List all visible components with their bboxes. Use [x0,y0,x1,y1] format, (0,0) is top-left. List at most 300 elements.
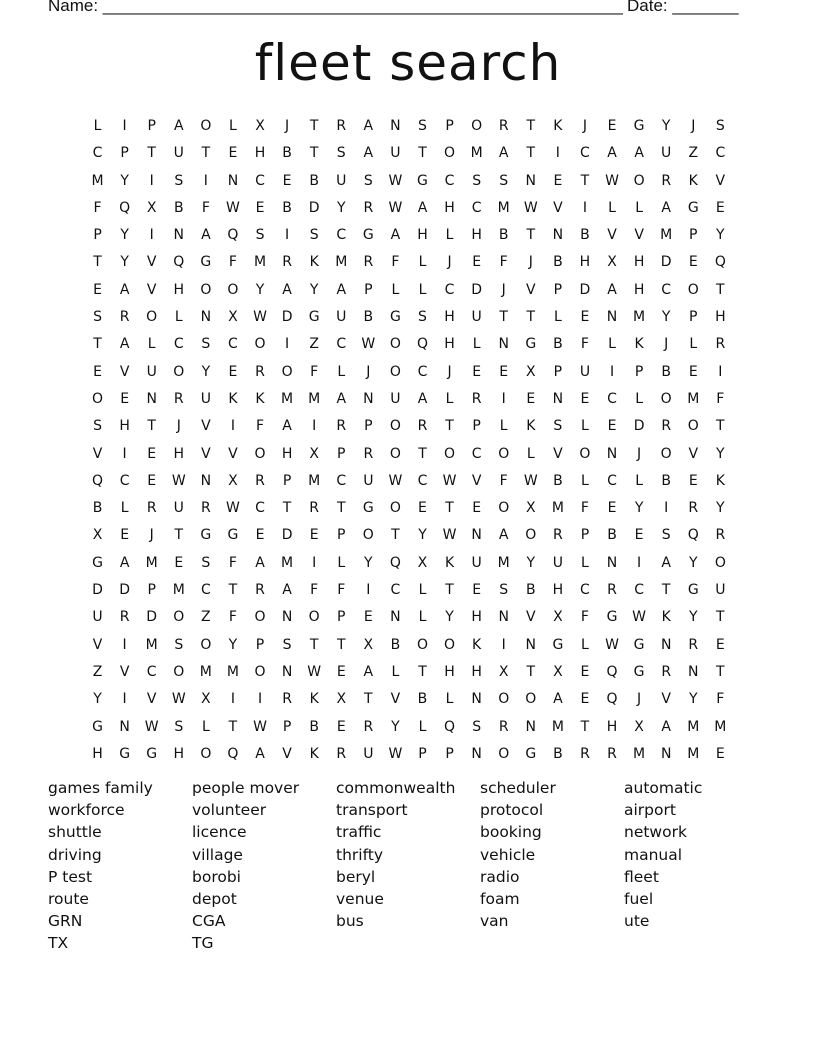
grid-letter[interactable]: F [255,418,265,435]
grid-letter[interactable]: Y [661,309,671,326]
grid-letter[interactable]: V [390,691,401,708]
grid-letter[interactable]: F [580,609,589,626]
grid-letter[interactable]: B [580,227,590,244]
grid-letter[interactable]: A [119,336,130,353]
grid-letter[interactable]: G [362,227,374,244]
grid-letter[interactable]: P [689,309,698,326]
grid-letter[interactable]: V [553,445,563,462]
grid-letter[interactable]: E [688,363,698,380]
grid-letter[interactable]: M [551,718,564,735]
grid-letter[interactable]: O [200,636,212,653]
grid-letter[interactable]: E [363,609,373,626]
grid-letter[interactable]: T [445,500,454,517]
grid-letter[interactable]: W [361,336,376,353]
grid-letter[interactable]: Y [364,554,373,571]
grid-letter[interactable]: X [498,663,509,680]
grid-letter[interactable]: U [661,145,672,162]
grid-letter[interactable]: O [498,691,510,708]
grid-letter[interactable]: F [337,582,346,599]
grid-letter[interactable]: W [226,500,240,517]
grid-letter[interactable]: D [281,527,293,544]
grid-letter[interactable]: N [498,609,509,626]
grid-letter[interactable]: L [445,227,454,244]
grid-letter[interactable]: E [607,500,617,517]
grid-letter[interactable]: M [497,554,510,571]
grid-letter[interactable]: L [201,718,210,735]
grid-letter[interactable]: O [200,281,212,298]
grid-letter[interactable]: F [310,363,319,380]
grid-letter[interactable]: M [687,718,700,735]
grid-letter[interactable]: H [444,663,455,680]
grid-letter[interactable]: K [472,636,482,653]
grid-letter[interactable]: B [363,309,374,326]
grid-letter[interactable]: Q [119,199,131,216]
grid-letter[interactable]: N [525,718,537,735]
grid-letter[interactable]: G [362,500,374,517]
grid-letter[interactable]: R [255,363,265,380]
grid-letter[interactable]: L [499,418,508,435]
grid-letter[interactable]: R [688,500,699,517]
grid-letter[interactable]: Y [93,691,102,708]
grid-letter[interactable]: M [470,145,483,162]
grid-letter[interactable]: R [715,527,726,544]
grid-letter[interactable]: G [200,254,212,271]
grid-letter[interactable]: H [471,609,482,626]
grid-letter[interactable]: G [525,745,537,762]
grid-letter[interactable]: I [230,418,235,435]
grid-letter[interactable]: E [715,745,725,762]
grid-letter[interactable]: R [715,336,726,353]
grid-letter[interactable]: A [336,390,347,407]
grid-letter[interactable]: O [498,745,510,762]
grid-letter[interactable]: K [688,172,698,189]
grid-letter[interactable]: O [444,145,456,162]
grid-letter[interactable]: B [417,691,428,708]
grid-letter[interactable]: E [255,199,265,216]
grid-letter[interactable]: E [147,445,157,462]
grid-letter[interactable]: V [607,227,617,244]
grid-letter[interactable]: T [580,718,590,735]
grid-letter[interactable]: S [174,718,184,735]
grid-letter[interactable]: Y [309,281,319,298]
grid-letter[interactable]: J [582,118,588,134]
grid-letter[interactable]: N [281,609,293,626]
grid-letter[interactable]: E [309,527,319,544]
grid-letter[interactable]: G [227,527,239,544]
grid-letter[interactable]: R [336,418,347,435]
grid-letter[interactable]: F [391,254,400,271]
grid-letter[interactable]: O [660,445,672,462]
grid-letter[interactable]: V [526,281,536,298]
grid-letter[interactable]: Y [526,554,536,571]
grid-letter[interactable]: S [255,227,265,244]
grid-letter[interactable]: U [363,472,374,489]
grid-letter[interactable]: P [120,145,129,162]
grid-letter[interactable]: F [716,691,725,708]
grid-letter[interactable]: P [472,418,481,435]
grid-letter[interactable]: B [661,472,671,489]
grid-letter[interactable]: J [528,254,533,271]
grid-letter[interactable]: L [229,118,237,134]
grid-letter[interactable]: O [525,527,537,544]
grid-letter[interactable]: R [255,582,265,599]
grid-letter[interactable]: O [389,445,401,462]
grid-letter[interactable]: R [336,118,347,134]
grid-letter[interactable]: T [526,663,536,680]
grid-letter[interactable]: E [715,636,725,653]
grid-letter[interactable]: M [281,390,294,407]
grid-letter[interactable]: A [255,554,265,571]
grid-letter[interactable]: N [525,172,537,189]
grid-letter[interactable]: T [228,582,238,599]
grid-letter[interactable]: N [200,309,212,326]
grid-letter[interactable]: I [609,363,615,380]
grid-letter[interactable]: L [174,309,183,326]
grid-letter[interactable]: M [551,500,564,517]
grid-letter[interactable]: A [498,145,509,162]
grid-letter[interactable]: C [336,227,347,244]
grid-letter[interactable]: R [688,636,699,653]
grid-letter[interactable]: L [418,718,427,735]
grid-letter[interactable]: Y [716,227,725,244]
grid-letter[interactable]: T [526,309,536,326]
grid-letter[interactable]: I [718,363,723,380]
grid-letter[interactable]: N [227,172,239,189]
grid-letter[interactable]: S [93,309,102,326]
grid-letter[interactable]: H [444,336,455,353]
grid-letter[interactable]: L [635,472,643,489]
grid-letter[interactable]: V [715,172,726,189]
grid-letter[interactable]: I [122,636,127,653]
grid-letter[interactable]: A [201,227,211,244]
grid-letter[interactable]: X [309,445,319,462]
grid-letter[interactable]: W [605,636,619,653]
grid-letter[interactable]: O [579,445,591,462]
grid-letter[interactable]: M [714,718,727,735]
grid-letter[interactable]: N [660,636,672,653]
grid-letter[interactable]: O [389,363,401,380]
grid-letter[interactable]: S [499,172,509,189]
grid-letter[interactable]: Y [418,527,427,544]
grid-letter[interactable]: N [498,336,509,353]
grid-letter[interactable]: H [552,582,564,599]
grid-letter[interactable]: H [633,254,645,271]
grid-letter[interactable]: G [119,745,131,762]
grid-letter[interactable]: H [119,418,130,435]
grid-letter[interactable]: A [661,718,671,735]
grid-letter[interactable]: O [254,609,266,626]
grid-letter[interactable]: B [553,336,563,353]
grid-letter[interactable]: C [336,472,347,489]
grid-letter[interactable]: E [580,691,590,708]
grid-letter[interactable]: D [308,199,320,216]
grid-letter[interactable]: U [390,145,401,162]
grid-letter[interactable]: Y [228,636,238,653]
grid-letter[interactable]: M [633,745,646,762]
grid-letter[interactable]: A [363,663,374,680]
grid-letter[interactable]: A [417,390,428,407]
grid-letter[interactable]: K [553,118,563,134]
grid-letter[interactable]: Z [309,336,319,353]
grid-letter[interactable]: U [146,363,157,380]
grid-letter[interactable]: Y [255,281,265,298]
grid-letter[interactable]: P [255,636,265,653]
grid-letter[interactable]: G [687,582,699,599]
grid-letter[interactable]: O [389,418,401,435]
grid-letter[interactable]: L [391,281,400,298]
grid-letter[interactable]: I [312,554,317,571]
grid-letter[interactable]: R [119,609,130,626]
grid-letter[interactable]: X [634,718,644,735]
grid-letter[interactable]: N [606,445,618,462]
grid-letter[interactable]: H [579,254,591,271]
grid-letter[interactable]: A [417,199,428,216]
grid-letter[interactable]: P [282,472,292,489]
grid-letter[interactable]: R [498,118,509,134]
grid-letter[interactable]: D [579,281,591,298]
grid-letter[interactable]: E [336,718,346,735]
grid-letter[interactable]: C [580,582,590,599]
grid-letter[interactable]: I [285,336,290,353]
grid-letter[interactable]: U [715,582,726,599]
grid-letter[interactable]: E [472,500,482,517]
grid-letter[interactable]: O [687,281,699,298]
grid-letter[interactable]: G [606,609,618,626]
grid-letter[interactable]: M [660,227,673,244]
grid-letter[interactable]: P [689,227,698,244]
grid-letter[interactable]: A [553,691,563,708]
grid-letter[interactable]: S [472,172,482,189]
grid-letter[interactable]: Q [444,718,456,735]
grid-letter[interactable]: M [253,254,267,271]
grid-letter[interactable]: Y [716,500,725,517]
grid-letter[interactable]: T [228,718,238,735]
grid-letter[interactable]: P [580,527,590,544]
grid-letter[interactable]: U [173,500,184,517]
grid-letter[interactable]: I [285,227,290,244]
grid-letter[interactable]: A [661,199,671,216]
grid-letter[interactable]: B [498,227,509,244]
grid-letter[interactable]: V [201,445,211,462]
grid-letter[interactable]: A [282,281,292,298]
grid-letter[interactable]: W [144,718,159,735]
grid-letter[interactable]: U [200,390,211,407]
grid-letter[interactable]: L [581,636,589,653]
grid-letter[interactable]: M [633,309,646,326]
grid-letter[interactable]: Z [201,609,211,626]
grid-letter[interactable]: E [418,500,427,517]
grid-letter[interactable]: R [282,254,292,271]
grid-letter[interactable]: T [93,254,102,271]
grid-letter[interactable]: A [634,145,644,162]
grid-letter[interactable]: V [92,636,103,653]
grid-letter[interactable]: T [309,636,319,653]
grid-letter[interactable]: G [92,554,103,571]
grid-letter[interactable]: C [417,472,428,489]
grid-letter[interactable]: L [445,691,454,708]
grid-letter[interactable]: N [173,227,185,244]
grid-letter[interactable]: R [471,390,482,407]
grid-letter[interactable]: M [308,472,321,489]
grid-letter[interactable]: O [660,390,672,407]
grid-letter[interactable]: D [633,418,645,435]
grid-letter[interactable]: W [253,718,267,735]
grid-letter[interactable]: R [363,718,374,735]
grid-letter[interactable]: T [526,227,536,244]
grid-letter[interactable]: P [337,609,346,626]
grid-letter[interactable]: B [309,718,319,735]
grid-letter[interactable]: J [447,363,452,380]
grid-letter[interactable]: K [255,390,265,407]
grid-letter[interactable]: B [553,472,563,489]
grid-letter[interactable]: L [120,500,129,517]
grid-letter[interactable]: T [661,582,671,599]
grid-letter[interactable]: C [228,336,238,353]
grid-letter[interactable]: O [444,445,456,462]
grid-letter[interactable]: P [282,718,292,735]
grid-letter[interactable]: X [553,663,563,680]
grid-letter[interactable]: L [418,254,427,271]
grid-letter[interactable]: L [337,363,346,380]
grid-letter[interactable]: A [173,118,184,134]
grid-letter[interactable]: Y [445,609,454,626]
grid-letter[interactable]: U [471,554,482,571]
grid-letter[interactable]: J [501,281,506,298]
grid-letter[interactable]: L [553,309,562,326]
grid-letter[interactable]: D [471,281,483,298]
grid-letter[interactable]: M [281,554,294,571]
grid-letter[interactable]: I [203,172,208,189]
grid-letter[interactable]: W [253,309,267,326]
grid-letter[interactable]: K [309,254,319,271]
grid-letter[interactable]: G [389,309,401,326]
grid-letter[interactable]: N [552,227,564,244]
grid-letter[interactable]: P [553,281,563,298]
grid-letter[interactable]: L [418,609,427,626]
grid-letter[interactable]: W [442,472,457,489]
grid-letter[interactable]: G [525,336,537,353]
grid-letter[interactable]: E [553,172,563,189]
grid-letter[interactable]: T [445,418,454,435]
grid-letter[interactable]: J [637,691,642,708]
grid-letter[interactable]: T [336,636,346,653]
grid-letter[interactable]: E [472,254,482,271]
grid-letter[interactable]: N [471,527,482,544]
grid-letter[interactable]: W [171,472,186,489]
grid-letter[interactable]: T [716,281,725,298]
grid-letter[interactable]: H [606,718,618,735]
grid-letter[interactable]: C [417,363,428,380]
grid-letter[interactable]: O [525,691,537,708]
grid-letter[interactable]: N [119,718,130,735]
grid-letter[interactable]: F [310,582,319,599]
grid-letter[interactable]: J [664,336,669,353]
grid-letter[interactable]: H [92,745,103,762]
grid-letter[interactable]: Q [227,227,239,244]
grid-letter[interactable]: L [581,554,589,571]
grid-letter[interactable]: Y [688,554,698,571]
grid-letter[interactable]: W [388,472,403,489]
grid-letter[interactable]: M [226,663,239,680]
grid-letter[interactable]: T [445,582,454,599]
grid-letter[interactable]: R [146,500,157,517]
grid-letter[interactable]: N [688,663,699,680]
grid-letter[interactable]: R [363,199,374,216]
grid-letter[interactable]: G [417,172,428,189]
grid-letter[interactable]: L [581,418,589,435]
grid-letter[interactable]: M [91,172,104,189]
grid-letter[interactable]: C [255,500,265,517]
grid-letter[interactable]: F [201,199,210,216]
grid-letter[interactable]: S [201,336,211,353]
grid-letter[interactable]: I [664,500,669,517]
grid-letter[interactable]: H [173,445,185,462]
grid-letter[interactable]: F [499,472,508,489]
grid-letter[interactable]: K [444,554,455,571]
grid-letter[interactable]: O [308,609,320,626]
grid-letter[interactable]: X [553,609,563,626]
grid-letter[interactable]: P [445,745,454,762]
grid-letter[interactable]: K [309,745,319,762]
grid-letter[interactable]: E [228,145,238,162]
grid-letter[interactable]: R [282,691,292,708]
grid-letter[interactable]: L [526,445,535,462]
grid-letter[interactable]: R [363,445,374,462]
grid-letter[interactable]: L [418,281,427,298]
grid-letter[interactable]: O [173,609,185,626]
grid-letter[interactable]: Y [688,609,698,626]
grid-letter[interactable]: C [715,145,726,162]
grid-letter[interactable]: C [661,281,672,298]
grid-letter[interactable]: H [633,281,645,298]
grid-letter[interactable]: M [687,745,700,762]
grid-letter[interactable]: I [149,172,154,189]
grid-letter[interactable]: C [200,582,211,599]
grid-letter[interactable]: U [173,145,184,162]
grid-letter[interactable]: O [254,663,266,680]
grid-letter[interactable]: C [146,663,157,680]
grid-letter[interactable]: V [119,663,130,680]
grid-letter[interactable]: T [499,309,508,326]
grid-letter[interactable]: Q [606,663,618,680]
grid-letter[interactable]: O [687,418,699,435]
grid-letter[interactable]: H [281,445,293,462]
grid-letter[interactable]: E [688,472,698,489]
grid-letter[interactable]: G [552,636,564,653]
grid-letter[interactable]: W [442,527,457,544]
grid-letter[interactable]: V [92,445,103,462]
grid-letter[interactable]: E [120,527,130,544]
grid-letter[interactable]: A [282,418,292,435]
grid-letter[interactable]: A [119,281,130,298]
grid-letter[interactable]: P [445,118,454,134]
grid-letter[interactable]: P [93,227,102,244]
grid-letter[interactable]: G [633,636,645,653]
grid-letter[interactable]: Q [416,336,428,353]
grid-letter[interactable]: G [308,309,320,326]
grid-letter[interactable]: H [471,663,482,680]
grid-letter[interactable]: R [661,172,672,189]
grid-letter[interactable]: G [146,745,158,762]
grid-letter[interactable]: O [200,118,212,134]
grid-letter[interactable]: Y [391,718,400,735]
grid-letter[interactable]: M [199,663,212,680]
grid-letter[interactable]: W [226,199,240,216]
grid-letter[interactable]: V [146,691,157,708]
grid-letter[interactable]: E [147,472,157,489]
grid-letter[interactable]: I [637,554,642,571]
grid-letter[interactable]: E [93,363,102,380]
